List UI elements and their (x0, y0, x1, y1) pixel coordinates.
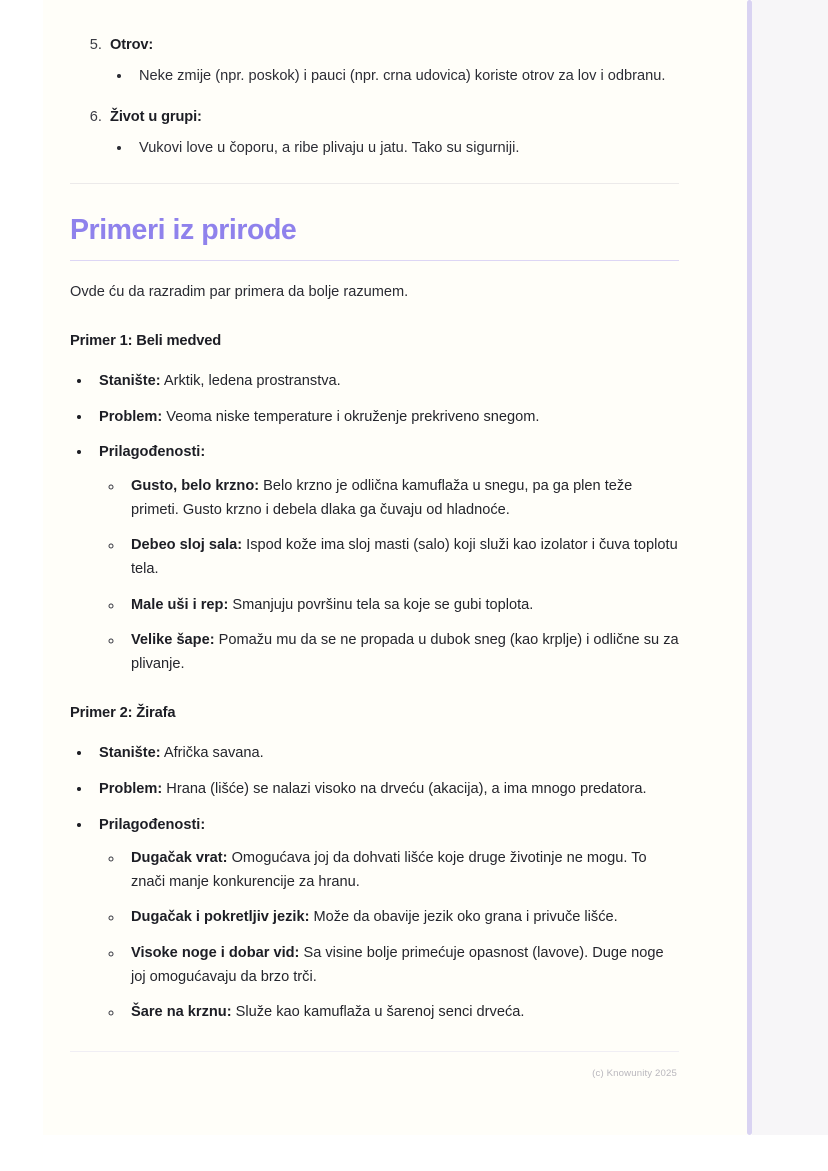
term-description: Omogućava joj da dohvati lišće koje druge životinje ne mogu. To znači manje konkurencije za hranu. (131, 850, 647, 890)
term-description: Ispod kože ima sloj masti (salo) koji služi kao izolator i čuva toplotu tela. (131, 537, 678, 577)
list-item (92, 742, 679, 766)
term-description: Arktik, ledena prostranstva. (160, 373, 341, 390)
term-description: Belo krzno je odlična kamuflaža u snegu, pa ga plen teže primeti. Gusto krzno i debela dlaka ga čuvaju od hladnoće. (131, 477, 633, 518)
list-item: • Neke zmije (npr. poskok) i pauci (npr. crna udovica) koriste otrov za lov i odbranu. (132, 65, 679, 89)
list-item (92, 441, 679, 676)
list-item (92, 814, 679, 1025)
term-label: Prilagođenosti: (99, 816, 206, 833)
term-label: Gusto, belo krzno: (131, 477, 260, 494)
section-lead-paragraph: Ovde ću da razradim par primera da bolje razumem. (70, 283, 409, 300)
document-page (43, 0, 747, 1135)
term-description: Hrana (lišće) se nalazi visoko na drveću (akacija), a ima mnogo predatora. (162, 780, 647, 797)
scrollbar-thumb[interactable] (747, 0, 752, 1135)
example-bullet-list (70, 370, 679, 676)
list-item (123, 629, 679, 676)
list-item (123, 475, 679, 522)
term-label: Problem: (99, 408, 163, 425)
term-description: Pomažu mu da se ne propada u dubok sneg (kao krplje) i odlične su za plivanje. (131, 632, 679, 672)
term-description: Afrička savana. (160, 745, 264, 762)
sub-bullet-list (110, 65, 679, 89)
term-label: Prilagođenosti: (99, 444, 206, 461)
list-item (123, 594, 679, 618)
example-heading: Primer 1: Beli medved (70, 333, 222, 350)
term-description: Sa visine bolje primećuje opasnost (lavove). Duge noge joj omogućavaju da brzo trči. (131, 945, 664, 985)
term-label: Stanište: (99, 373, 161, 390)
term-description: Veoma niske temperature i okruženje prekriveno snegom. (162, 408, 540, 425)
term-label: Šare na krznu: (131, 1004, 232, 1021)
list-item (123, 942, 679, 989)
footer-divider (70, 1051, 679, 1052)
section-heading: Primeri iz prirode (70, 214, 679, 261)
document-inner (43, 0, 747, 1082)
term-label: Dugačak i pokretljiv jezik: (131, 909, 310, 926)
list-item-title: Život u grupi: (110, 109, 202, 126)
list-item (106, 106, 679, 160)
document-content (43, 0, 747, 1082)
section-divider (70, 183, 679, 184)
term-label: Dugačak vrat: (131, 850, 228, 867)
list-item (123, 906, 679, 930)
term-label: Visoke noge i dobar vid: (131, 945, 300, 962)
list-item (92, 370, 679, 394)
term-description: Može da obavije jezik oko grana i privuče lišće. (309, 909, 618, 926)
list-item (92, 406, 679, 430)
list-item (123, 1001, 679, 1025)
numbered-list (70, 34, 679, 161)
list-item: • Vukovi love u čoporu, a ribe plivaju u jatu. Tako su sigurniji. (132, 137, 679, 161)
list-item-title: Otrov: (110, 37, 154, 53)
example-heading: Primer 2: Žirafa (70, 705, 176, 722)
list-item (123, 847, 679, 894)
list-item (106, 34, 679, 88)
example-bullet-list (70, 742, 679, 1025)
adaptation-list (99, 475, 679, 676)
term-label: Velike šape: (131, 632, 215, 649)
list-item (92, 778, 679, 802)
term-label: Male uši i rep: (131, 596, 229, 613)
term-label: Debeo sloj sala: (131, 537, 243, 554)
copyright-footer: (c) Knowunity 2025 (592, 1068, 677, 1080)
list-item (123, 534, 679, 581)
term-label: Stanište: (99, 745, 161, 762)
scrollbar-gutter (752, 0, 828, 1135)
term-description: Smanjuju površinu tela sa koje se gubi toplota. (228, 596, 534, 613)
page-bottom-strip (0, 1135, 828, 1171)
term-label: Problem: (99, 780, 163, 797)
adaptation-list (99, 847, 679, 1025)
term-description: Služe kao kamuflaža u šarenoj senci drveća. (231, 1004, 525, 1021)
sub-bullet-list (110, 137, 679, 161)
